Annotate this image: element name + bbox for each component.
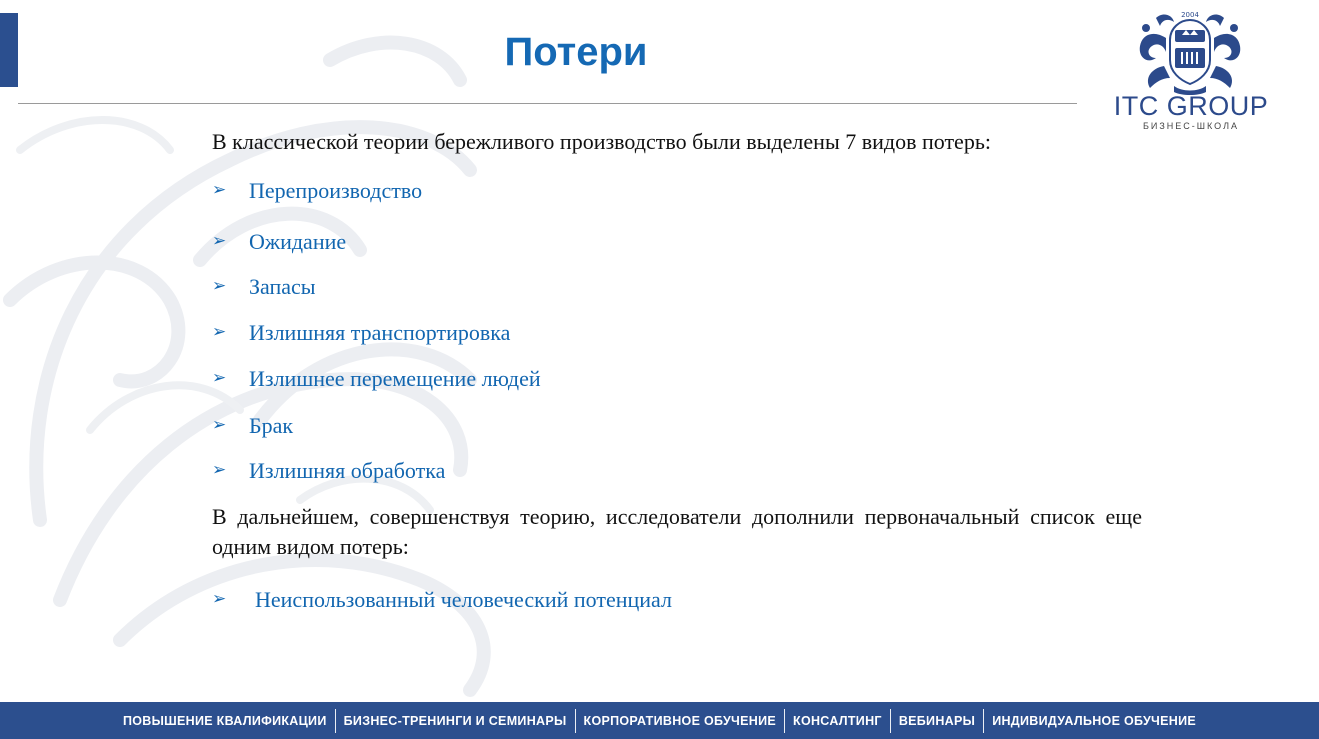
footer-divider [890,709,891,733]
footer-link-corporate[interactable]: КОРПОРАТИВНОЕ ОБУЧЕНИЕ [583,713,777,728]
arrow-bullet-icon: ➢ [212,231,227,251]
list-item [212,321,1142,344]
logo-subtitle: БИЗНЕС-ШКОЛА [1142,121,1239,131]
slide-title: Потери [504,30,648,74]
footer-link-qualification[interactable]: ПОВЫШЕНИЕ КВАЛИФИКАЦИИ [122,713,327,728]
itc-group-logo [1098,8,1284,132]
slide-content [212,127,1142,612]
arrow-bullet-icon: ➢ [212,276,227,296]
footer-link-webinars[interactable]: ВЕБИНАРЫ [898,713,976,728]
arrow-bullet-icon: ➢ [212,368,227,388]
list-item-label: Неиспользованный человеческий потенциал [255,587,672,612]
list-item-label: Излишняя транспортировка [249,320,511,345]
list-item [212,230,1142,253]
arrow-bullet-icon: ➢ [212,322,227,342]
footer-bar [0,702,1319,739]
list-item-label: Запасы [249,274,316,299]
intro-text: В классической теории бережливого производство были выделены 7 видов потерь: [212,129,991,154]
list-item-label: Перепроизводство [249,178,423,203]
footer-link-individual[interactable]: ИНДИВИДУАЛЬНОЕ ОБУЧЕНИЕ [992,713,1197,728]
list-item-label: Брак [249,413,294,438]
logo-year: 2004 [1181,11,1199,19]
title-divider [18,103,1077,104]
logo-name: ITC GROUP [1113,91,1269,121]
footer-link-trainings[interactable]: БИЗНЕС-ТРЕНИНГИ И СЕМИНАРЫ [343,713,567,728]
footer-divider [983,709,984,733]
arrow-bullet-icon: ➢ [212,415,227,435]
list-item-label: Излишняя обработка [249,458,446,483]
extra-waste-list [212,588,1142,611]
footer-divider [575,709,576,733]
list-item [212,414,1142,437]
footer-divider [784,709,785,733]
list-item [212,179,1142,202]
list-item [212,275,1142,298]
crest-emblem-icon [1126,8,1254,98]
addition-paragraph: В дальнейшем, совершенствуя теорию, исследователи дополнили первоначальный список еще одним видом потерь: [212,504,1142,559]
list-item [212,459,1142,482]
list-item-label: Ожидание [249,229,347,254]
arrow-bullet-icon: ➢ [212,589,227,609]
footer-divider [335,709,336,733]
list-item-label: Излишнее перемещение людей [249,366,541,391]
footer-link-consulting[interactable]: КОНСАЛТИНГ [793,713,882,728]
arrow-bullet-icon: ➢ [212,460,227,480]
arrow-bullet-icon: ➢ [212,180,227,200]
list-item [212,588,1142,611]
list-item [212,367,1142,390]
